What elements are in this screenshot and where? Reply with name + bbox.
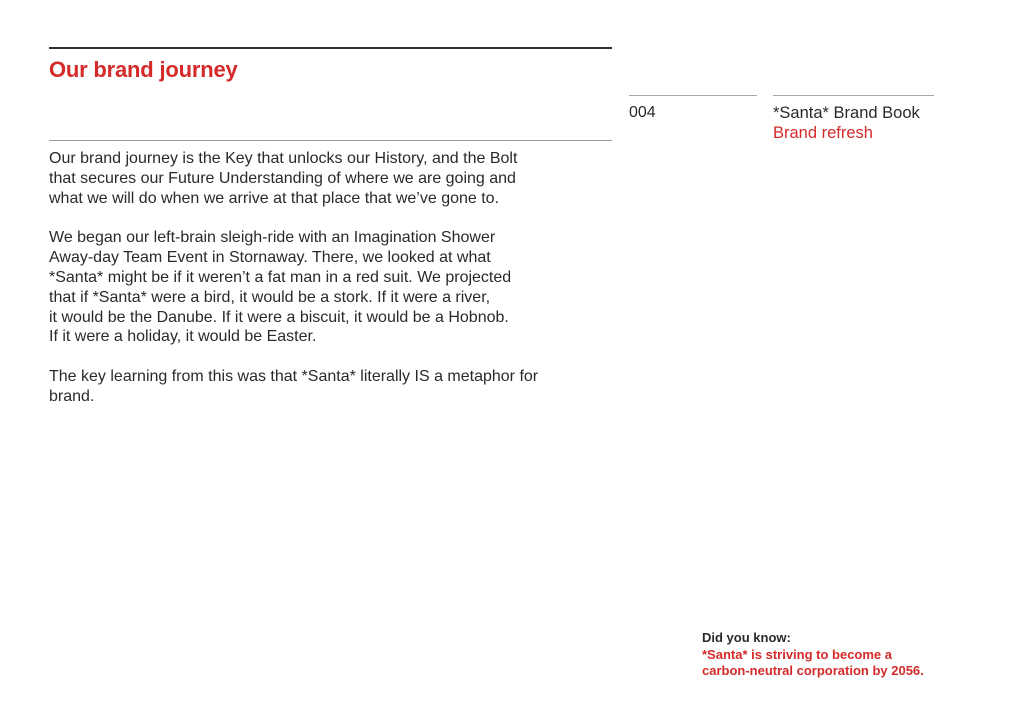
content-divider	[49, 140, 612, 141]
did-you-know-fact: *Santa* is striving to become a carbon-neutral corporation by 2056.	[702, 646, 924, 678]
book-subtitle: Brand refresh	[773, 124, 873, 142]
page-number-divider	[629, 95, 757, 96]
top-divider	[49, 47, 612, 49]
body-paragraph-1: Our brand journey is the Key that unlocks our History, and the Bolt that secures our Future Understanding of where we are going and what we will do when we arrive at that place that we’ve gone to.	[49, 150, 518, 207]
body-paragraph-2: We began our left-brain sleigh-ride with an Imagination Shower Away-day Team Event in Stornaway. There, we looked at what *Santa* might be if it weren’t a fat man in a red suit. We projected that if *Santa* were a bird, it would be a stork. If it were a river, it would be the Danube. If it were a biscuit, it would be a Hobnob. If it were a holiday, it would be Easter.	[49, 229, 512, 346]
did-you-know-note	[702, 630, 924, 680]
page-number: 004	[629, 104, 656, 121]
body-text	[49, 149, 619, 427]
book-title: *Santa* Brand Book	[773, 104, 920, 122]
did-you-know-label: Did you know:	[702, 630, 791, 645]
book-title-divider	[773, 95, 934, 96]
page-title: Our brand journey	[49, 57, 238, 82]
body-paragraph-3: The key learning from this was that *Santa* literally IS a metaphor for brand.	[49, 368, 539, 405]
